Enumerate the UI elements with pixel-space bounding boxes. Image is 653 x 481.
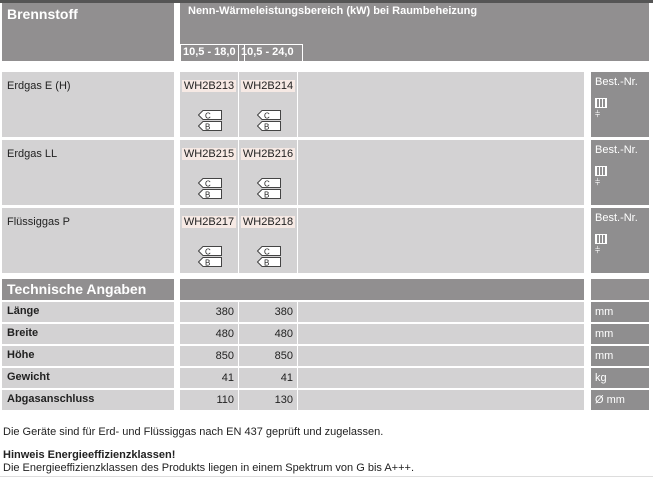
tech-row-label — [2, 324, 174, 344]
fuel-header — [2, 3, 174, 61]
tap-icon: ⫩ — [595, 245, 601, 255]
tech-label: Länge — [7, 305, 40, 317]
fuel-row-spacer — [298, 208, 584, 273]
fuel-name: Flüssiggas P — [7, 216, 70, 228]
svg-text:C: C — [205, 247, 211, 256]
radiator-icon — [595, 234, 607, 244]
tech-value: 380 — [180, 302, 238, 322]
tech-value: 850 — [180, 346, 238, 366]
radiator-icon — [595, 98, 607, 108]
tech-unit: kg — [591, 368, 649, 388]
energy-class-label — [198, 246, 220, 255]
range-col-1: 10,5 - 18,0 — [180, 44, 245, 65]
fuel-code-cell — [180, 72, 238, 137]
energy-class-label — [257, 121, 279, 130]
tech-row-label — [2, 346, 174, 366]
technical-header — [2, 279, 174, 300]
tech-label: Gewicht — [7, 371, 50, 383]
fuel-code-cell — [239, 72, 297, 137]
range-col-2: 10,5 - 24,0 — [238, 44, 303, 65]
tech-value: 380 — [239, 302, 297, 322]
tech-value: 41 — [180, 368, 238, 388]
energy-class-label — [198, 178, 220, 187]
fuel-row-label — [2, 72, 174, 137]
fuel-row-spacer — [298, 140, 584, 205]
tech-unit: mm — [591, 346, 649, 366]
energy-class-label — [257, 189, 279, 198]
svg-text:B: B — [205, 122, 211, 131]
tech-row-spacer — [298, 346, 584, 366]
energy-class-label — [198, 257, 220, 266]
tech-row-spacer — [298, 390, 584, 410]
svg-text:B: B — [264, 190, 270, 199]
energy-class-label — [257, 257, 279, 266]
tech-row-spacer — [298, 324, 584, 344]
hint-text: Die Energieeffizienzklassen des Produkts liegen in einem Spektrum von G bis A+++. — [3, 462, 414, 474]
order-number-cell — [591, 208, 649, 273]
tech-row-label — [2, 368, 174, 388]
order-number-label: Best.-Nr. — [595, 144, 638, 156]
tech-value: 110 — [180, 390, 238, 410]
svg-text:C: C — [264, 247, 270, 256]
technical-title: Technische Angaben — [7, 281, 147, 297]
energy-class-label — [257, 246, 279, 255]
fuel-header-label: Brennstoff — [7, 6, 78, 22]
tap-icon: ⫩ — [595, 109, 601, 119]
fuel-row-label — [2, 208, 174, 273]
approval-note: Die Geräte sind für Erd- und Flüssiggas nach EN 437 geprüft und zugelassen. — [3, 426, 384, 438]
fuel-code-cell — [180, 208, 238, 273]
tap-icon: ⫩ — [595, 177, 601, 187]
svg-text:B: B — [264, 122, 270, 131]
tech-value: 480 — [180, 324, 238, 344]
order-number-cell — [591, 72, 649, 137]
tech-row-spacer — [298, 368, 584, 388]
bottom-divider — [0, 476, 653, 477]
order-code[interactable]: WH2B218 — [242, 216, 294, 228]
tech-unit: mm — [591, 324, 649, 344]
order-number-label: Best.-Nr. — [595, 76, 638, 88]
power-header-label: Nenn-Wärmeleistungsbereich (kW) bei Raumbeheizung — [188, 5, 478, 17]
order-number-cell — [591, 140, 649, 205]
power-header — [180, 3, 649, 61]
order-number-label: Best.-Nr. — [595, 212, 638, 224]
svg-text:C: C — [264, 111, 270, 120]
energy-class-label — [198, 121, 220, 130]
tech-row-spacer — [298, 302, 584, 322]
order-code[interactable]: WH2B216 — [242, 148, 294, 160]
svg-text:B: B — [205, 258, 211, 267]
order-code[interactable]: WH2B215 — [183, 148, 235, 160]
energy-class-label — [257, 110, 279, 119]
svg-text:C: C — [205, 111, 211, 120]
technical-header-values — [180, 279, 584, 300]
radiator-icon — [595, 166, 607, 176]
tech-label: Höhe — [7, 349, 35, 361]
tech-row-label — [2, 390, 174, 410]
svg-text:C: C — [205, 179, 211, 188]
energy-class-label — [198, 189, 220, 198]
energy-class-label — [198, 110, 220, 119]
fuel-code-cell — [180, 140, 238, 205]
order-code[interactable]: WH2B213 — [183, 80, 235, 92]
tech-unit: Ø mm — [591, 390, 649, 410]
order-code[interactable]: WH2B214 — [242, 80, 294, 92]
svg-text:C: C — [264, 179, 270, 188]
tech-label: Abgasanschluss — [7, 393, 95, 405]
tech-value: 41 — [239, 368, 297, 388]
tech-value: 130 — [239, 390, 297, 410]
tech-value: 480 — [239, 324, 297, 344]
tech-label: Breite — [7, 327, 39, 339]
fuel-name: Erdgas E (H) — [7, 80, 71, 92]
fuel-row-label — [2, 140, 174, 205]
order-code[interactable]: WH2B217 — [183, 216, 235, 228]
tech-row-label — [2, 302, 174, 322]
fuel-code-cell — [239, 208, 297, 273]
fuel-code-cell — [239, 140, 297, 205]
hint-title: Hinweis Energieeffizienzklassen! — [3, 449, 176, 461]
energy-class-label — [257, 178, 279, 187]
svg-text:B: B — [205, 190, 211, 199]
technical-header-unit — [591, 279, 649, 300]
tech-value: 850 — [239, 346, 297, 366]
fuel-name: Erdgas LL — [7, 148, 58, 160]
svg-text:B: B — [264, 258, 270, 267]
tech-unit: mm — [591, 302, 649, 322]
fuel-row-spacer — [298, 72, 584, 137]
